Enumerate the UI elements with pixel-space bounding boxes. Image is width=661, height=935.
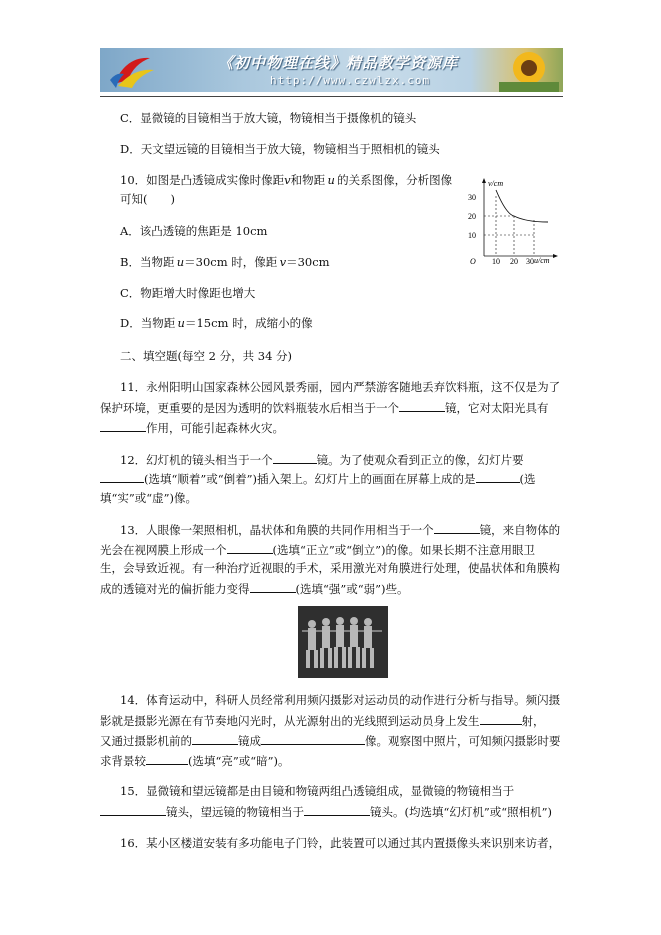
q10-option-c: C．物距增大时像距也增大	[120, 286, 256, 300]
q9-option-d: D．天文望远镜的目镜相当于放大镜，物镜相当于照相机的镜头	[120, 142, 440, 156]
q14-blank-2[interactable]	[192, 733, 238, 745]
q12-blank-2[interactable]	[100, 471, 144, 483]
header-rule	[100, 96, 563, 97]
q15-blank-1[interactable]	[100, 804, 166, 816]
x-axis-label: u/cm	[534, 256, 550, 264]
y-axis-label: v/cm	[488, 179, 504, 188]
x-tick-20: 20	[510, 257, 518, 264]
q10-option-a: A．该凸透镜的焦距是 10cm	[120, 224, 268, 238]
q13-line3: 生，会导致近视。有一种治疗近视眼的手术，采用激光对角膜进行处理，使晶状体和角膜构	[100, 561, 560, 575]
y-tick-20: 20	[468, 212, 476, 221]
q12-blank-3[interactable]	[476, 471, 520, 483]
q13-blank-1[interactable]	[434, 522, 480, 534]
q14-line2: 影就是摄影光源在有节奏地闪光时，从光源射出的光线照到运动员身上发生 射，	[100, 714, 545, 728]
strobe-photo	[298, 606, 388, 678]
q12-blank-1[interactable]	[273, 452, 317, 464]
q10-option-d: D．当物距 u＝15cm 时，成缩小的像	[120, 316, 313, 330]
q13-line4: 成的透镜对光的偏折能力变得 (选填“强”或“弱”)些。	[100, 582, 409, 596]
q12-line2: (选填“顺着”或“倒着”)插入架上。幻灯片上的画面在屏幕上成的是 (选	[100, 471, 536, 486]
origin-label: O	[470, 257, 476, 264]
q11-blank-2[interactable]	[100, 420, 146, 432]
q13-line2: 光会在视网膜上形成一个 (选填“正立”或“倒立”)的像。如果长期不注意用眼卫	[100, 543, 535, 557]
q11-line3: 作用，可能引起森林火灾。	[100, 420, 284, 435]
q14-blank-4[interactable]	[146, 753, 188, 765]
v-u-curve	[496, 190, 548, 222]
q13-blank-2[interactable]	[227, 542, 273, 554]
y-tick-10: 10	[468, 231, 476, 240]
strobe-athlete-image	[298, 606, 388, 678]
q12-line1: 12．幻灯机的镜头相当于一个 镜。为了使观众看到正立的像，幻灯片要	[120, 453, 524, 467]
q10-stem-line1: 10．如图是凸透镜成实像时像距v和物距 u 的关系图像，分析图像	[120, 173, 453, 187]
section-title: 二、填空题(每空 2 分，共 34 分)	[120, 349, 293, 363]
q13-blank-3[interactable]	[250, 581, 296, 593]
q16-line1: 16．某小区楼道安装有多功能电子门铃，此装置可以通过其内置摄像头来识别来访者，	[120, 836, 561, 850]
q11-line2: 保护环境，更重要的是因为透明的饮料瓶装水后相当于一个 镜，它对太阳光具有	[100, 401, 549, 415]
q10-option-b: B．当物距 u＝30cm 时，像距 v＝30cm	[120, 255, 330, 269]
q14-blank-1[interactable]	[480, 713, 522, 725]
x-tick-30: 30	[526, 257, 534, 264]
q15-blank-2[interactable]	[304, 804, 370, 816]
q14-line4: 求背景较 (选填“亮”或“暗”)。	[100, 754, 290, 768]
q12-line3: 填“实”或“虚”)像。	[100, 491, 198, 505]
image-distance-graph	[462, 176, 560, 264]
y-tick-30: 30	[468, 193, 476, 202]
q14-line1: 14．体育运动中，科研人员经常利用频闪摄影对运动员的动作进行分析与指导。频闪摄	[120, 693, 561, 707]
q15-line1: 15．显微镜和望远镜都是由目镜和物镜两组凸透镜组成，显微镜的物镜相当于	[120, 784, 515, 798]
q11-blank-1[interactable]	[399, 400, 445, 412]
q10-stem-line2: 可知( )	[120, 192, 175, 206]
sunflower-image	[499, 48, 559, 92]
q15-line2: 镜头，望远镜的物镜相当于 镜头。(均选填“幻灯机”或“照相机”)	[100, 804, 552, 819]
q11-line1: 11．永州阳明山国家森林公园风景秀丽，园内严禁游客随地丢弃饮料瓶，这不仅是为了	[120, 380, 561, 394]
banner-title: 《初中物理在线》精品教学资源库	[218, 54, 459, 72]
q14-line3: 又通过摄影机前的 镜成 像。观察图中照片，可知频闪摄影时要	[100, 734, 561, 748]
q13-line1: 13．人眼像一架照相机，晶状体和角膜的共同作用相当于一个 镜，来自物体的	[120, 523, 561, 537]
x-tick-10: 10	[492, 257, 500, 264]
banner-url: http://www.czwlzx.com	[270, 74, 431, 87]
header-banner	[100, 48, 563, 92]
site-logo	[104, 50, 160, 90]
q14-blank-3[interactable]	[261, 733, 365, 745]
q9-option-c: C．显微镜的目镜相当于放大镜，物镜相当于摄像机的镜头	[120, 111, 417, 125]
